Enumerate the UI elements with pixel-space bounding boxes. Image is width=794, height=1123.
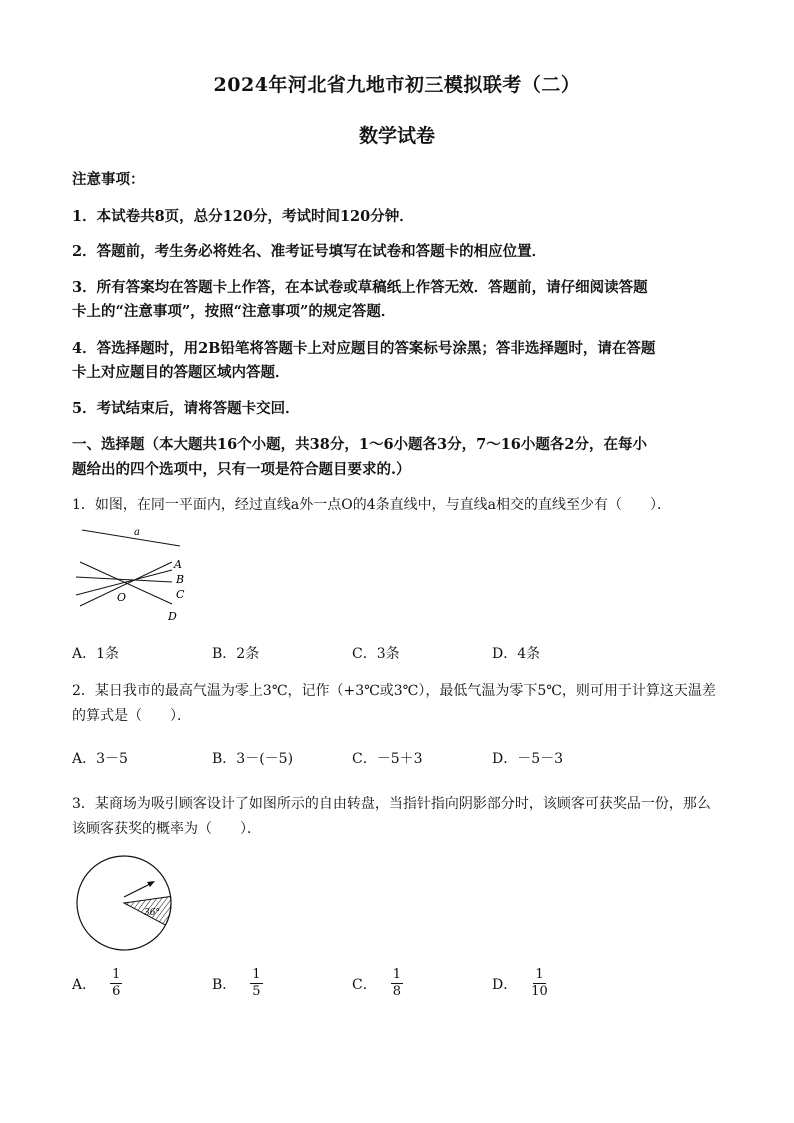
q3-stem: 3．某商场为吸引顾客设计了如图所示的自由转盘，当指针指向阴影部分时，该顾客可获奖品一份，那么	[72, 796, 711, 812]
section-heading-cont: 题给出的四个选项中，只有一项是符合题目要求的.）	[72, 461, 411, 478]
q2-option-d: D．－5－3	[492, 751, 564, 767]
notice-item: 5．考试结束后，请将答题卡交回．	[72, 400, 300, 417]
q2-option-c: C．－5＋3	[352, 751, 423, 767]
label-a: a	[134, 527, 140, 538]
q3-stem-cont: 该顾客获奖的概率为（ ）．	[72, 821, 261, 837]
label-O: O	[117, 591, 127, 604]
section-heading: 一、选择题（本大题共16个小题，共38分，1～6小题各3分，7～16小题各2分，在每小	[72, 436, 647, 453]
label-D: D	[168, 610, 177, 623]
notice-item: 3．所有答案均在答题卡上作答，在本试卷或草稿纸上作答无效．答题前，请仔细阅读答题	[72, 279, 648, 296]
q1-option-c: C．3条	[352, 646, 400, 662]
q2-option-a: A．3－5	[72, 751, 128, 767]
q3-option-b: B． $\frac{1}{5}$	[212, 967, 261, 999]
q3-option-c: C． $\frac{1}{8}$	[352, 967, 401, 999]
q3-spinner-figure	[72, 852, 182, 956]
q3-option-a: A． $\frac{1}{6}$	[72, 967, 121, 999]
q1-options	[72, 643, 632, 663]
exam-title: 2024年河北省九地市初三模拟联考（二）	[213, 74, 581, 96]
label-C: C	[176, 588, 185, 601]
exam-subtitle: 数学试卷	[358, 125, 435, 147]
notice-item: 2．答题前，考生务必将姓名、准考证号填写在试卷和答题卡的相应位置．	[72, 243, 547, 260]
q2-stem-cont: 的算式是（ ）．	[72, 708, 191, 724]
notice-item: 卡上对应题目的答题区域内答题．	[72, 364, 290, 381]
notice-item: 卡上的“注意事项”，按照“注意事项”的规定答题．	[72, 303, 396, 320]
q2-option-b: B．3－(－5)	[212, 751, 294, 767]
q2-options	[72, 748, 632, 768]
q3-options	[72, 967, 632, 1000]
q1-option-d: D．4条	[492, 646, 541, 662]
q2-stem: 2．某日我市的最高气温为零上3℃，记作（+3℃或3℃），最低气温为零下5℃，则可用于计算这天温差	[72, 683, 716, 699]
q3-option-d: D． $\frac{1}{10}$	[492, 967, 548, 999]
angle-label: 36°	[144, 908, 160, 918]
label-A: A	[174, 558, 182, 571]
notice-heading: 注意事项：	[72, 171, 145, 188]
q1-option-b: B．2条	[212, 646, 260, 662]
q1-option-a: A．1条	[72, 646, 120, 662]
label-B: B	[176, 573, 185, 586]
notice-item: 4．答选择题时，用2B铅笔将答题卡上对应题目的答案标号涂黑；答非选择题时，请在答题	[72, 340, 656, 357]
notice-item: 1．本试卷共8页，总分120分，考试时间120分钟．	[72, 208, 414, 225]
q1-figure	[72, 520, 202, 632]
q1-stem: 1．如图，在同一平面内，经过直线a外一点O的4条直线中，与直线a相交的直线至少有（ ）．	[72, 497, 671, 513]
